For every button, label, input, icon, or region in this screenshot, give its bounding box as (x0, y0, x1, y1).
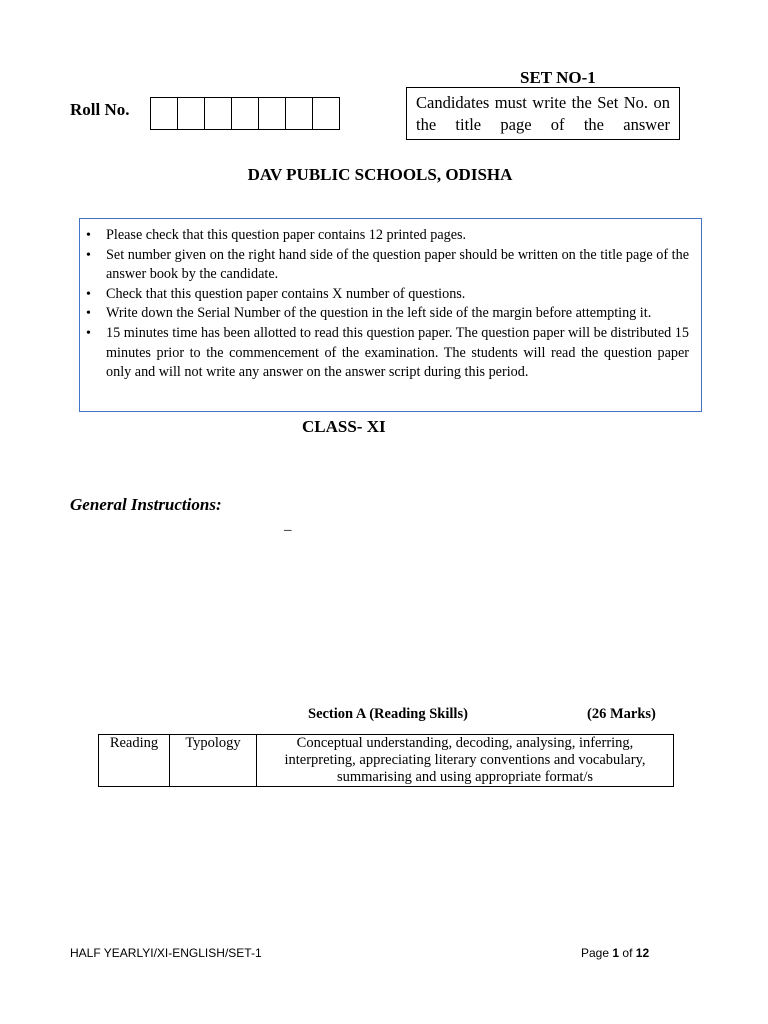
section-a-title: Section A (Reading Skills) (308, 706, 468, 722)
table-cell-reading: Reading (99, 735, 170, 787)
footer-paper-code: HALF YEARLYI/XI-ENGLISH/SET-1 (70, 946, 262, 960)
set-number: SET NO-1 (520, 68, 596, 87)
general-instructions-heading: General Instructions: (70, 495, 222, 514)
instruction-item: • Check that this question paper contains X number of questions. (106, 285, 689, 305)
roll-digit-box[interactable] (204, 97, 232, 130)
instructions-box (79, 218, 702, 412)
section-a-marks: (26 Marks) (587, 706, 656, 722)
class-label: CLASS- XI (302, 417, 386, 436)
school-name: DAV PUBLIC SCHOOLS, ODISHA (247, 165, 513, 184)
table-cell-description: Conceptual understanding, decoding, analysing, inferring, interpreting, appreciating literary conventions and vocabulary, summarising and using appropriate format/s (257, 735, 674, 787)
dash-mark: – (284, 522, 292, 538)
footer-page-total: 12 (635, 946, 650, 960)
footer-page-current: 1 (612, 946, 620, 960)
footer-page-of: of (622, 946, 633, 960)
table-row (99, 735, 674, 787)
roll-digit-box[interactable] (312, 97, 340, 130)
instruction-item: • Please check that this question paper contains 12 printed pages. (106, 226, 689, 246)
instructions-list (80, 219, 701, 383)
roll-digit-box[interactable] (177, 97, 205, 130)
roll-digit-box[interactable] (258, 97, 286, 130)
roll-digit-box[interactable] (150, 97, 178, 130)
reading-skills-table (98, 734, 674, 787)
instruction-item: • Set number given on the right hand side of the question paper should be written on the title page of the answer book by the candidate. (106, 246, 689, 285)
set-notice-box: Candidates must write the Set No. on the title page of the answer (406, 87, 680, 140)
roll-digit-box[interactable] (285, 97, 313, 130)
roll-number-boxes (150, 97, 340, 130)
table-cell-typology: Typology (170, 735, 257, 787)
footer-page-number (581, 946, 649, 960)
instruction-item: • Write down the Serial Number of the question in the left side of the margin before attempting it. (106, 304, 689, 324)
roll-no-label: Roll No. (70, 100, 130, 119)
roll-digit-box[interactable] (231, 97, 259, 130)
footer-page-word: Page (581, 946, 610, 960)
instruction-item: • 15 minutes time has been allotted to read this question paper. The question paper will be distributed 15 minutes prior to the commencement of the examination. The students will read the question paper only and will not write any answer on the answer script during this period. (106, 324, 689, 383)
